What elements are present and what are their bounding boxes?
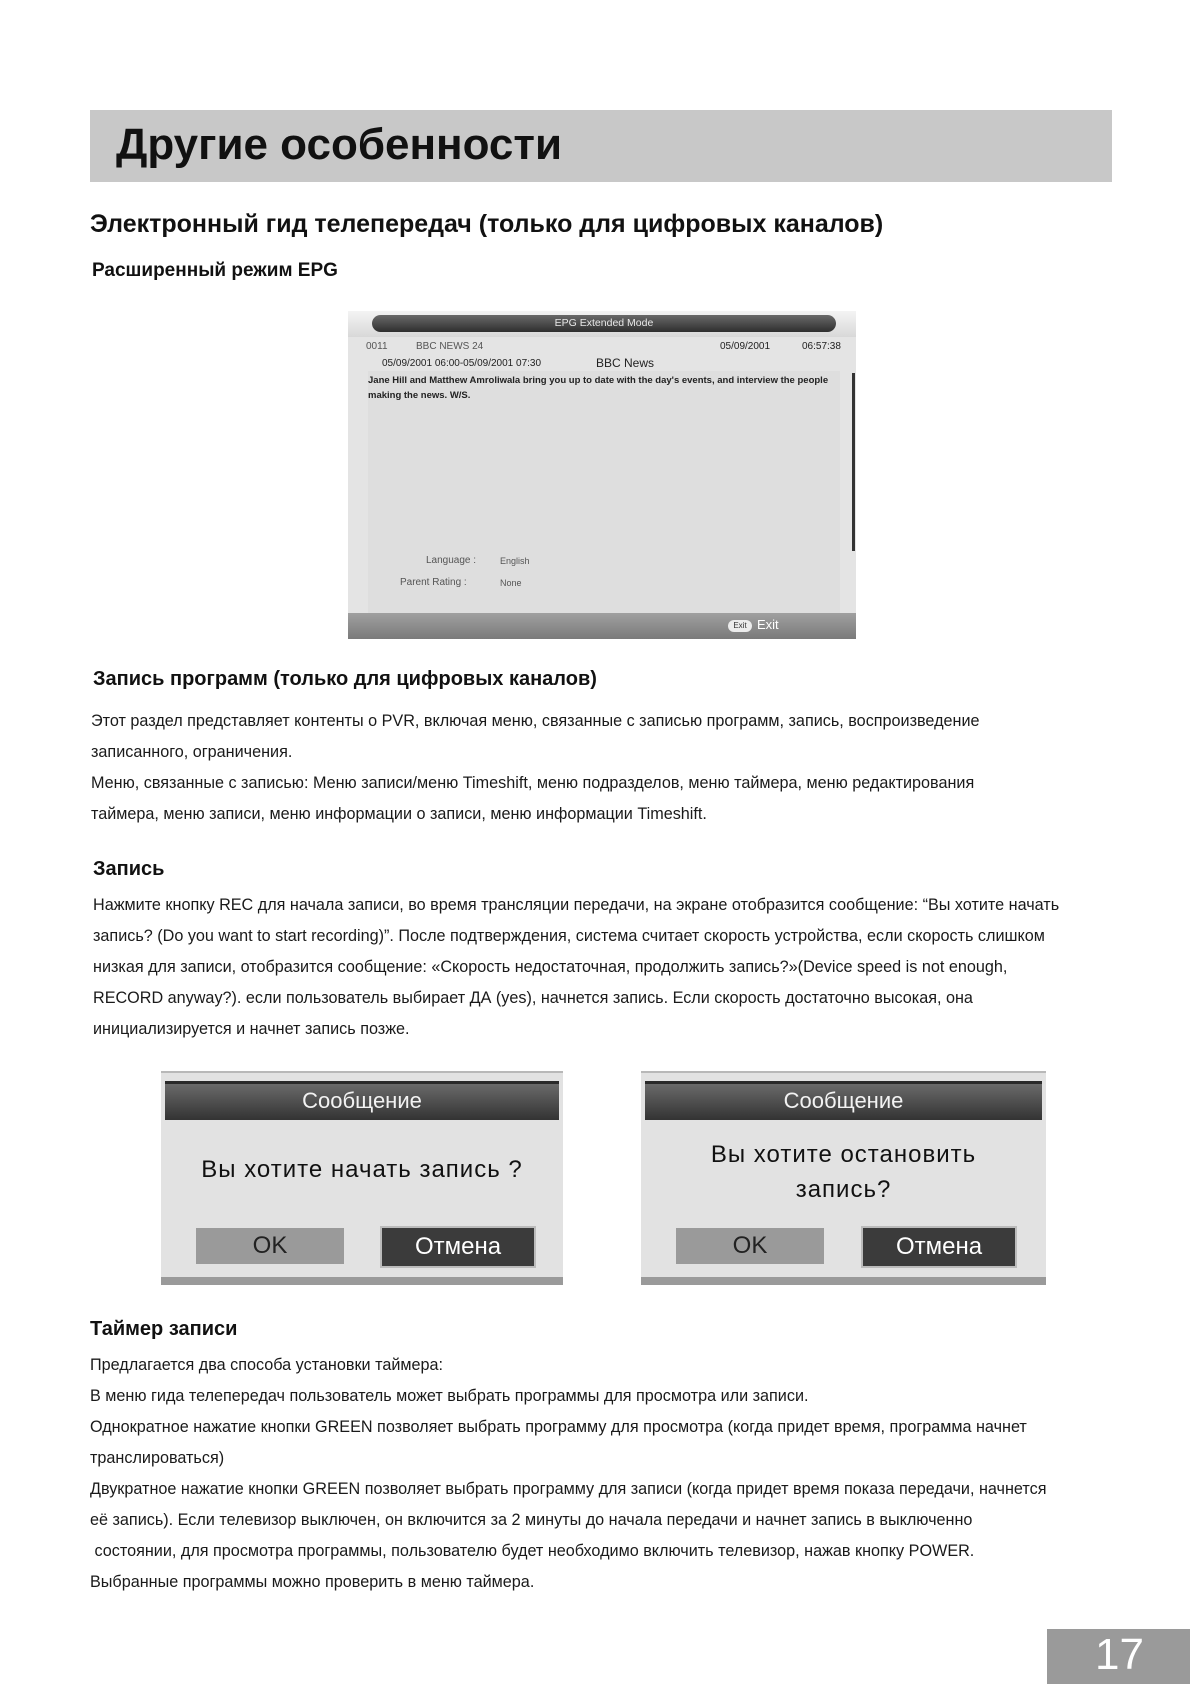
epg-screenshot	[348, 311, 856, 639]
dialog-bottom-band	[641, 1277, 1046, 1285]
dialog-bottom-band	[161, 1277, 563, 1285]
timer-line: Однократное нажатие кнопки GREEN позволяет выбрать программу для просмотра (когда придет время, программа начнет	[90, 1418, 1027, 1436]
epg-time: 06:57:38	[802, 341, 841, 352]
pvr-line: таймера, меню записи, меню информации о записи, меню информации Timeshift.	[91, 805, 707, 823]
epg-bottom-band	[348, 613, 856, 639]
dialog-message-line2: запись?	[795, 1176, 892, 1203]
epg-date: 05/09/2001	[720, 341, 771, 352]
epg-exit-label[interactable]: Exit	[757, 617, 779, 632]
page-number: 17	[1095, 1630, 1144, 1679]
epg-language-label: Language :	[426, 555, 477, 566]
epg-scrollbar[interactable]	[852, 373, 855, 551]
timer-paragraph	[90, 1350, 1120, 1598]
record-paragraph	[93, 890, 1123, 1045]
timer-line: Двукратное нажатие кнопки GREEN позволяет выбрать программу для записи (когда придет время показа передачи, начнется	[90, 1480, 1047, 1498]
epg-description: Jane Hill and Matthew Amroliwala bring you up to date with the day's events, and interview the people making the news. W/S.	[368, 375, 829, 401]
epg-heading: Электронный гид телепередач (только для цифровых каналов)	[90, 210, 884, 238]
timer-line: Предлагается два способа установки таймера:	[90, 1356, 444, 1374]
header-bar	[90, 110, 1112, 182]
cancel-button[interactable]: Отмена	[861, 1226, 1017, 1268]
epg-title: EPG Extended Mode	[372, 315, 836, 332]
dialog-title: Сообщение	[165, 1081, 559, 1120]
dialog-start-recording	[161, 1071, 563, 1285]
epg-exit-key-icon: Exit	[728, 620, 752, 632]
epg-channel-name: BBC NEWS 24	[416, 341, 484, 352]
record-line: низкая для записи, отобразится сообщение: «Скорость недостаточная, продолжить запись?»(Device speed is not enough,	[93, 958, 1008, 976]
epg-rating-label: Parent Rating :	[400, 577, 467, 588]
pvr-paragraph	[91, 706, 1121, 830]
pvr-line: Этот раздел представляет контенты о PVR, включая меню, связанные с записью программ, запись, воспроизведение	[91, 712, 980, 730]
pvr-heading: Запись программ (только для цифровых каналов)	[93, 668, 597, 690]
epg-time-range: 05/09/2001 06:00-05/09/2001 07:30	[382, 358, 542, 369]
timer-line: В меню гида телепередач пользователь может выбрать программы для просмотра или записи.	[90, 1387, 809, 1405]
record-line: инициализируется и начнет запись позже.	[93, 1020, 410, 1038]
epg-channel-number: 0011	[366, 341, 388, 352]
pvr-line: записанного, ограничения.	[91, 743, 293, 761]
epg-rating-value: None	[500, 578, 522, 588]
timer-heading: Таймер записи	[90, 1318, 238, 1340]
dialog-stop-recording	[641, 1071, 1046, 1285]
dialog-title: Сообщение	[645, 1081, 1042, 1120]
ok-button[interactable]: OK	[676, 1228, 824, 1264]
page-number-box	[1047, 1629, 1190, 1684]
ok-button[interactable]: OK	[196, 1228, 344, 1264]
epg-program-title: BBC News	[596, 356, 655, 370]
epg-language-value: English	[500, 556, 530, 566]
timer-line: состоянии, для просмотра программы, пользователю будет необходимо включить телевизор, нажав кнопку POWER.	[90, 1542, 975, 1560]
record-line: RECORD anyway?). если пользователь выбирает ДА (yes), начнется запись. Если скорость достаточно высокая, она	[93, 989, 973, 1007]
epg-subheading: Расширенный режим EPG	[92, 260, 338, 281]
timer-line: Выбранные программы можно проверить в меню таймера.	[90, 1573, 535, 1591]
page-title: Другие особенности	[116, 120, 562, 169]
record-heading: Запись	[93, 858, 165, 880]
record-line: Нажмите кнопку REC для начала записи, во время трансляции передачи, на экране отобразится сообщение: “Вы хотите начать	[93, 896, 1060, 914]
timer-line: её запись). Если телевизор выключен, он включится за 2 минуты до начала передачи и начнет запись в выключенно	[90, 1511, 973, 1529]
cancel-button[interactable]: Отмена	[380, 1226, 536, 1268]
dialog-message-line1: Вы хотите остановить	[710, 1141, 977, 1168]
record-line: запись? (Do you want to start recording)”. После подтверждения, система считает скорость устройства, если скорость слишком	[93, 927, 1045, 945]
dialog-message: Вы хотите начать запись ?	[201, 1156, 523, 1183]
pvr-line: Меню, связанные с записью: Меню записи/меню Timeshift, меню подразделов, меню таймера, меню редактирования	[91, 774, 975, 792]
timer-line: транслироваться)	[90, 1449, 225, 1467]
